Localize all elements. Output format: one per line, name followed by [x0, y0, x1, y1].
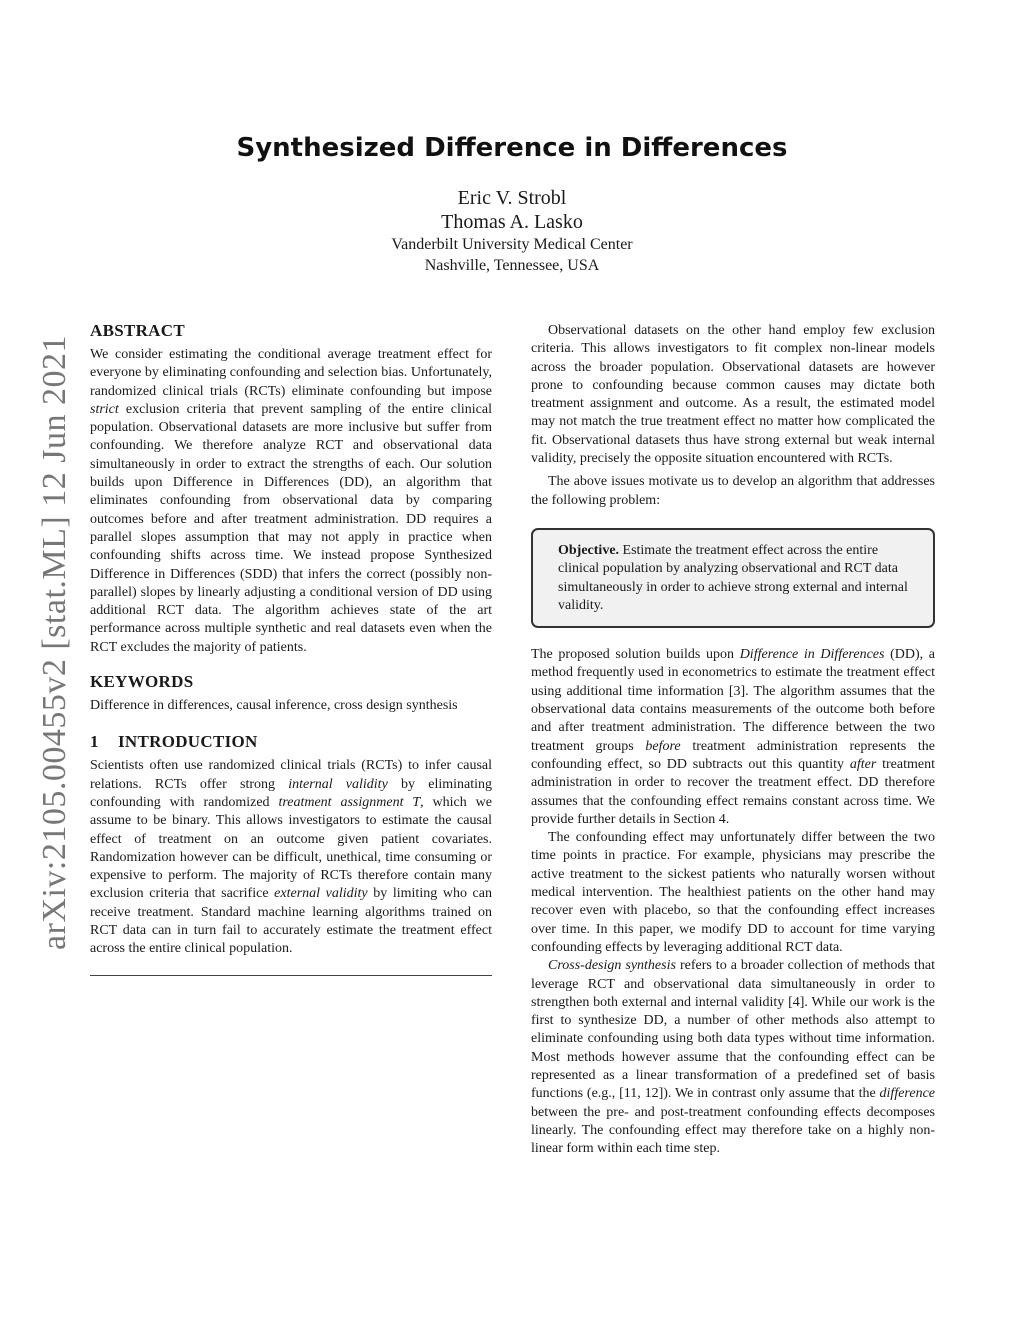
objective-box — [531, 528, 935, 628]
paragraph: Cross-design synthesis refers to a broader collection of methods that leverage RCT and observational data simultaneously in order to strengthen both external and internal validity [4]. While our work is the first to synthesize DD, a number of other methods also attempt to eliminate confounding using both data types without time information. Most methods however assume that the confounding effect can be represented as a linear transformation of a predefined set of basis functions (e.g., [11, 12]). We in contrast only assume that the difference between the pre- and post-treatment confounding effects decomposes linearly. The confounding effect may therefore take on a highly non-linear form within each time step. — [531, 958, 935, 1157]
intro-paragraph: Scientists often use randomized clinical trials (RCTs) to infer causal relations. RCTs offer strong internal validity by eliminating confounding with randomized treatment assignment T, which we assume to be binary. This allows investigators to estimate the causal effect of treatment on an outcome given patient covariates. Randomization however can be difficult, unethical, time consuming or expensive to perform. The majority of RCTs therefore contain many exclusion criteria that sacrifice external validity by limiting who can receive treatment. Standard machine learning algorithms trained on RCT data can in turn fail to accurately estimate the treatment effect across the entire clinical population. — [90, 758, 493, 957]
paragraph: The above issues motivate us to develop an algorithm that addresses the following problem: — [531, 474, 935, 508]
affiliation: Vanderbilt University Medical Center — [391, 236, 633, 253]
paragraph: Observational datasets on the other hand employ few exclusion criteria. This allows investigators to fit complex non-linear models across the broader population. Observational datasets are however prone to confounding because common causes may dictate both treatment assignment and outcome. As a result, the estimated model may not match the true treatment effect no matter how complicated the fit. Observational datasets thus have strong external but weak internal validity, precisely the opposite situation encountered with RCTs. — [531, 323, 935, 467]
author-name: Thomas A. Lasko — [441, 211, 583, 233]
author-block — [0, 186, 1024, 276]
objective-label: Objective. — [558, 542, 620, 558]
section-number: 1 — [90, 732, 99, 752]
author-name: Eric V. Strobl — [457, 187, 567, 209]
paragraph: The proposed solution builds upon Difference in Differences (DD), a method frequently used in econometrics to estimate the treatment effect using additional time information [3]. The algorithm assumes that the observational data contains measurements of the outcome both before and after treatment administration. The difference between the two treatment groups before treatment administration represents the confounding effect, so DD subtracts out this quantity after treatment administration in order to recover the treatment effect. DD therefore assumes that the confounding effect remains constant across time. We provide further details in Section 4. — [531, 647, 936, 827]
paper-title: Synthesized Difference in Differences — [236, 133, 788, 163]
paragraph: The confounding effect may unfortunately differ between the two time points in practice. For example, physicians may prescribe the active treatment to the sickest patients who naturally worsen without medical intervention. The healthiest patients on the other hand may recover even with placebo, so that the confounding effect increases over time. In this paper, we modify DD to account for time varying confounding effects by leveraging additional RCT data. — [531, 830, 935, 955]
objective-text: Estimate the treatment effect across the entire clinical population by analyzing observational and RCT data simultaneously in order to achieve strong external and internal validity. — [558, 542, 908, 613]
abstract-heading: ABSTRACT — [90, 321, 185, 340]
keywords-heading: KEYWORDS — [90, 672, 194, 692]
left-column — [90, 320, 492, 976]
location: Nashville, Tennessee, USA — [424, 257, 600, 274]
right-column — [531, 322, 935, 1158]
intro-heading: 1 INTRODUCTION — [90, 732, 258, 752]
abstract-text: We consider estimating the conditional average treatment effect for everyone by eliminating confounding and selection bias. Unfortunately, randomized clinical trials (RCTs) eliminate confounding but impose strict exclusion criteria that prevent sampling of the entire clinical population. Observational datasets are more inclusive but suffer from confounding. We therefore analyze RCT and observational data simultaneously in order to extract the strengths of each. Our solution builds upon Difference in Differences (DD), an algorithm that eliminates confounding from observational data by comparing outcomes before and after treatment administration. DD requires a parallel slopes assumption that may not apply in practice when confounding shifts across time. We instead propose Synthesized Difference in Differences (SDD) that infers the correct (possibly non-parallel) slopes by linearly adjusting a conditional version of DD using additional RCT data. The algorithm achieves state of the art performance across multiple synthetic and real datasets even when the RCT excludes the majority of patients. — [90, 347, 492, 655]
arxiv-stamp: arXiv:2105.00455v2 [stat.ML] 12 Jun 2021 — [36, 335, 73, 950]
footnote-rule — [90, 975, 492, 976]
keywords-text: Difference in differences, causal inference, cross design synthesis — [90, 698, 458, 714]
